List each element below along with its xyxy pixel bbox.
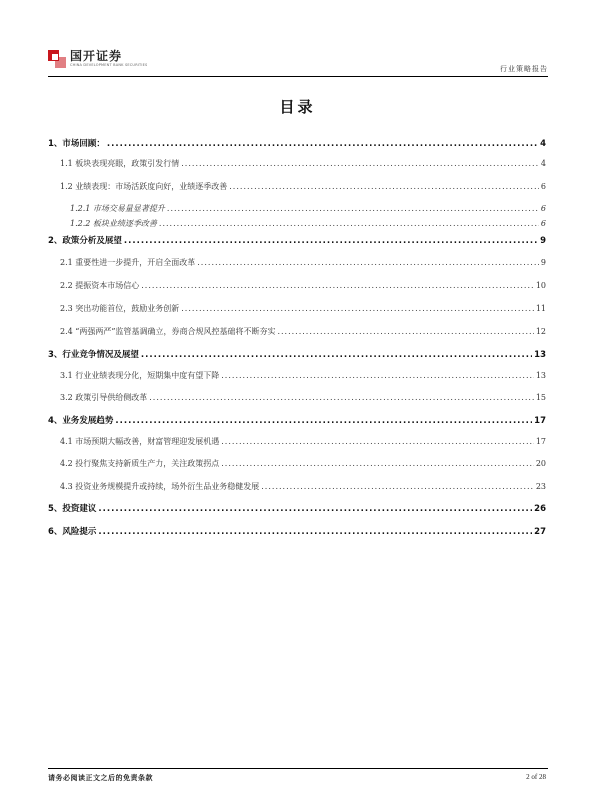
toc-entry-label: 2.3 突出功能首位，鼓励业务创新 (60, 304, 180, 313)
toc-entry-label: 2.2 提振资本市场信心 (60, 281, 140, 290)
page-header (48, 48, 548, 78)
toc-entry-page: 27 (534, 527, 546, 537)
company-name-en: CHINA DEVELOPMENT BANK SECURITIES (70, 63, 148, 67)
toc-entry[interactable] (48, 181, 546, 195)
toc-entry-page: 6 (540, 219, 546, 228)
toc-entry[interactable] (48, 234, 546, 248)
toc-entry-page: 10 (535, 281, 546, 290)
toc-entry[interactable] (48, 203, 546, 217)
toc-entry-label: 1.2.1 市场交易量显著提升 (70, 204, 165, 213)
toc-entry-label: 4.2 投行聚焦支持新质生产力，关注政策拐点 (60, 459, 220, 468)
toc-entry-page: 4 (540, 139, 546, 149)
toc-leader-dots (141, 281, 534, 290)
toc-entry[interactable] (48, 218, 546, 232)
toc-leader-dots (181, 159, 539, 168)
toc-leader-dots (261, 482, 534, 491)
toc-leader-dots (107, 139, 538, 149)
header-divider (48, 76, 548, 77)
footer-divider (48, 768, 548, 769)
company-logo (48, 50, 147, 72)
toc-entry-page: 12 (535, 327, 546, 336)
toc-entry-label: 4.1 市场预期大幅改善，财富管理迎发展机遇 (60, 437, 220, 446)
toc-entry-page: 11 (535, 304, 546, 313)
toc-entry[interactable] (48, 392, 546, 406)
toc-entry-label: 2.1 重要性进一步提升，开启全面改革 (60, 258, 196, 267)
toc-entry[interactable] (48, 525, 546, 539)
toc-entry-label: 4.3 投资业务规模提升或持续，场外衍生品业务稳健发展 (60, 482, 260, 491)
toc-leader-dots (221, 371, 534, 380)
toc-entry-label: 1.2 业绩表现：市场活跃度向好，业绩逐季改善 (60, 182, 228, 191)
toc-entry[interactable] (48, 137, 546, 151)
toc-leader-dots (221, 437, 534, 446)
toc-entry-label: 1.2.2 板块业绩逐季改善 (70, 219, 157, 228)
toc-entry[interactable] (48, 481, 546, 495)
toc-leader-dots (181, 304, 534, 313)
toc-entry[interactable] (48, 280, 546, 294)
toc-entry-page: 17 (535, 437, 546, 446)
toc-leader-dots (98, 504, 532, 514)
toc-entry[interactable] (48, 502, 546, 516)
toc-entry[interactable] (48, 303, 546, 317)
toc-leader-dots (98, 527, 532, 537)
toc-entry[interactable] (48, 370, 546, 384)
toc-entry-page: 15 (535, 393, 546, 402)
toc-leader-dots (197, 258, 539, 267)
toc-entry-page: 9 (540, 258, 546, 267)
toc-entry[interactable] (48, 458, 546, 472)
toc-entry-page: 23 (535, 482, 546, 491)
toc-entry-label: 2.4 “两强两严”监管基调确立，券商合规风控基础将不断夯实 (60, 327, 276, 336)
toc-entry-label: 3.2 政策引导供给侧改革 (60, 393, 148, 402)
toc-entry-label: 5、投资建议 (48, 504, 97, 514)
toc-entry-label: 3、行业竞争情况及展望 (48, 350, 139, 360)
toc-entry-page: 13 (534, 350, 546, 360)
report-type: 行业策略报告 (500, 65, 548, 73)
toc-leader-dots (159, 219, 539, 228)
toc-entry[interactable] (48, 348, 546, 362)
page-indicator: 2 of 28 (526, 773, 546, 781)
toc-leader-dots (229, 182, 539, 191)
toc-entry-label: 1、市场回顾： (48, 139, 105, 149)
company-name: 国开证券 (70, 49, 123, 63)
toc-title: 目录 (279, 98, 316, 116)
toc-entry-page: 6 (540, 182, 546, 191)
toc-leader-dots (149, 393, 534, 402)
toc-entry-label: 6、风险提示 (48, 527, 97, 537)
toc-entry-page: 4 (540, 159, 546, 168)
toc-entry-label: 1.1 板块表现亮眼，政策引发行情 (60, 159, 180, 168)
toc-entry[interactable] (48, 257, 546, 271)
toc-leader-dots (221, 459, 534, 468)
toc-entry[interactable] (48, 436, 546, 450)
toc-entry-label: 3.1 行业业绩表现分化，短期集中度有望下降 (60, 371, 220, 380)
toc-entry-page: 20 (535, 459, 546, 468)
toc-entry[interactable] (48, 414, 546, 428)
toc-entry-page: 6 (540, 204, 546, 213)
toc-leader-dots (124, 236, 538, 246)
toc-entry-page: 13 (535, 371, 546, 380)
footer-disclaimer: 请务必阅读正文之后的免责条款 (48, 774, 153, 782)
logo-mark-icon (48, 50, 66, 68)
toc-entry-page: 17 (534, 416, 546, 426)
toc-entry-page: 26 (534, 504, 546, 514)
toc-entry[interactable] (48, 326, 546, 340)
toc-leader-dots (141, 350, 532, 360)
toc-entry[interactable] (48, 158, 546, 172)
toc-entry-label: 4、业务发展趋势 (48, 416, 114, 426)
toc-entry-label: 2、政策分析及展望 (48, 236, 122, 246)
toc-leader-dots (167, 204, 539, 213)
toc-leader-dots (277, 327, 533, 336)
toc-leader-dots (115, 416, 532, 426)
toc-entry-page: 9 (540, 236, 546, 246)
